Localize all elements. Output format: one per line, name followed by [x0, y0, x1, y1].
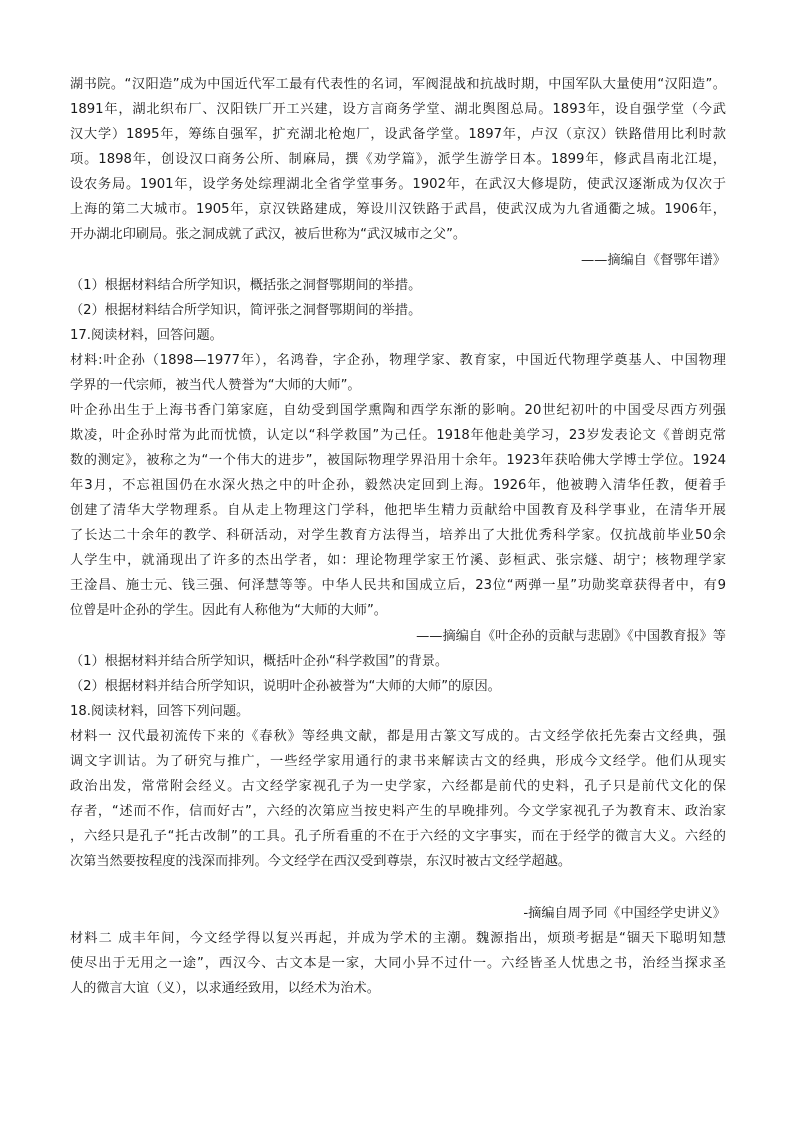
text-line: 湖书院。“汉阳造”成为中国近代军工最有代表性的名词，军阀混战和抗战时期，中国军队大量使用“汉阳造”。 [70, 77, 726, 92]
text-line: 1891年，湖北织布厂、汉阳铁厂开工兴建，设方言商务学堂、湖北舆图总局。1893年，设自强学堂（今武 [70, 102, 726, 117]
source-citation: ——摘编自《督鄂年谱》 [580, 253, 726, 268]
text-line: 次第当然要按程度的浅深而排列。今文经学在西汉受到尊崇，东汉时被古文经学超越。 [70, 854, 572, 869]
text-line: 叶企孙出生于上海书香门第家庭，自幼受到国学熏陶和西学东渐的影响。20世纪初叶的中国受尽西方列强 [70, 403, 726, 418]
text-line: 人的微言大谊（义），以求通经致用，以经术为治术。 [70, 981, 380, 996]
text-line: 位曾是叶企孙的学生。因此有人称他为“大师的大师”。 [70, 603, 387, 618]
text-line: 存者，“述而不作，信而好古”，六经的次第应当按史料产生的早晚排列。今文学家视孔子为教育末、政治家 [70, 804, 726, 819]
text-line: 使尽出于无用之一途”，西汉今、古文本是一家，大同小异不过什一。六经皆圣人忧患之书，治经当探求圣 [70, 956, 726, 971]
question-heading: 17.阅读材料，回答问题。 [70, 328, 223, 343]
question-item: （1）根据材料并结合所学知识，概括叶企孙“科学救国”的背景。 [70, 654, 449, 669]
text-line: 上海的第二大城市。1905年，京汉铁路建成，筹设川汉铁路于武昌，使武汉成为九省通衢之城。1906年， [70, 202, 726, 217]
text-line: 政治出发，常常附会经义。古文经学家视孔子为一史学家，六经都是前代的史料，孔子只是前代文化的保 [70, 779, 726, 794]
question-item: （2）根据材料结合所学知识，简评张之洞督鄂期间的举措。 [70, 303, 422, 318]
text-line: 了长达二十余年的教学、科研活动，对学生教育方法得当，培养出了大批优秀科学家。仅抗战前毕业50余 [70, 528, 726, 543]
text-line: 汉大学）1895年，筹练自强军，扩充湖北枪炮厂，设武备学堂。1897年，卢汉（京汉）铁路借用比利时款 [70, 127, 726, 142]
source-citation: -摘编自周予同《中国经学史讲义》 [523, 906, 726, 921]
text-line: 材料一 汉代最初流传下来的《春秋》等经典文献，都是用古篆文写成的。古文经学依托先秦古文经典，强 [70, 729, 726, 744]
text-line: 学界的一代宗师，被当代人赞誉为“大师的大师”。 [70, 378, 361, 393]
text-line: 设农务局。1901年，设学务处综理湖北全省学堂事务。1902年，在武汉大修堤防，使武汉逐渐成为仅次于 [70, 177, 726, 192]
text-line: 数的测定》，被称之为“一个伟大的进步”，被国际物理学界沿用十余年。1923年获哈佛大学博士学位。1924 [70, 453, 726, 468]
text-line: 年3月，不忘祖国仍在水深火热之中的叶企孙，毅然决定回到上海。1926年，他被聘入清华任教，便着手 [70, 478, 726, 493]
question-item: （2）根据材料并结合所学知识，说明叶企孙被誉为“大师的大师”的原因。 [70, 679, 501, 694]
text-line: 材料二 成丰年间，今文经学得以复兴再起，并成为学术的主潮。魏源指出，烦琐考据是“锢天下聪明知慧 [70, 931, 726, 946]
text-line: ，六经只是孔子“托古改制”的工具。孔子所看重的不在于六经的文字事实，而在于经学的微言大义。六经的 [70, 829, 726, 844]
text-line: 开办湖北印刷局。张之洞成就了武汉，被后世称为“武汉城市之父”。 [70, 227, 467, 242]
text-line: 欺凌，叶企孙时常为此而忧愤，认定以“科学救国”为己任。1918年他赴美学习，23岁发表论文《普朗克常 [70, 428, 726, 443]
text-line: 创建了清华大学物理系。自从走上物理这门学科，他把毕生精力贡献给中国教育及科学事业，在清华开展 [70, 503, 726, 518]
source-citation: ——摘编自《叶企孙的贡献与悲剧》《中国教育报》等 [416, 629, 726, 644]
text-line: 王淦昌、施士元、钱三强、何泽慧等等。中华人民共和国成立后，23位“两弹一星”功勋奖章获得者中，有9 [70, 578, 726, 593]
text-line: 材料:叶企孙（1898—1977年），名鸿眷，字企孙，物理学家、教育家，中国近代物理学奠基人、中国物理 [70, 353, 726, 368]
question-item: （1）根据材料结合所学知识，概括张之洞督鄂期间的举措。 [70, 278, 422, 293]
text-line: 项。1898年，创设汉口商务公所、制麻局，撰《劝学篇》，派学生游学日本。1899年，修武昌南北江堤， [70, 152, 726, 167]
text-line: 人学生中，就涌现出了许多的杰出学者，如：理论物理学家王竹溪、彭桓武、张宗燧、胡宁；核物理学家 [70, 553, 726, 568]
question-heading: 18.阅读材料，回答下列问题。 [70, 704, 250, 719]
text-line: 调文字训诂。为了研究与推广，一些经学家用通行的隶书来解读古文的经典，形成今文经学。他们从现实 [70, 754, 726, 769]
